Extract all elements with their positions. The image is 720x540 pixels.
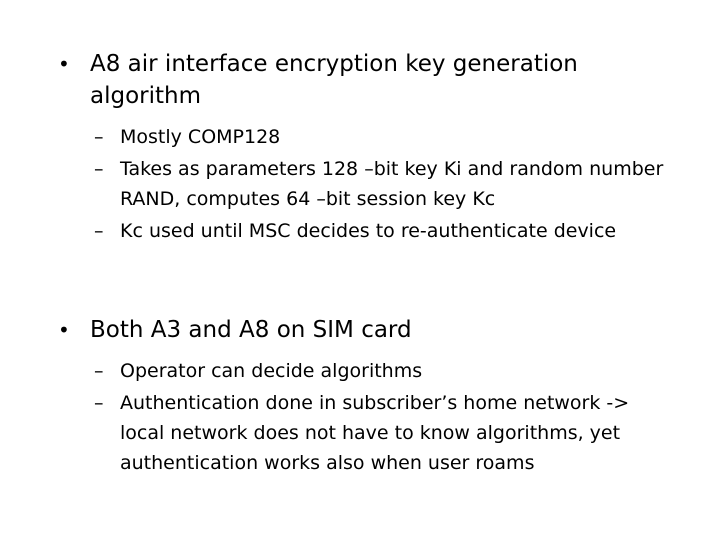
dash-icon: – <box>94 220 104 242</box>
sub-item <box>94 216 678 246</box>
bullet-dot-icon: • <box>58 52 70 76</box>
sub-item <box>94 122 678 152</box>
dash-icon: – <box>94 392 104 414</box>
bullet-text: Both A3 and A8 on SIM card <box>90 317 412 343</box>
dash-icon: – <box>94 126 104 148</box>
sub-item <box>94 388 678 478</box>
bullet-dot-icon: • <box>58 318 70 342</box>
sub-item-text: Kc used until MSC decides to re-authenticate device <box>120 220 617 242</box>
bullet-text: A8 air interface encryption key generation algorithm <box>90 51 578 109</box>
bullet-item <box>58 48 678 112</box>
bullet-group-sim <box>58 314 678 480</box>
bullet-item <box>58 314 678 346</box>
dash-icon: – <box>94 158 104 180</box>
dash-icon: – <box>94 360 104 382</box>
bullet-group-a8 <box>58 48 678 248</box>
sub-item-text: Mostly COMP128 <box>120 126 281 148</box>
sub-item-text: Operator can decide algorithms <box>120 360 423 382</box>
sub-item-text: Takes as parameters 128 –bit key Ki and random number RAND, computes 64 –bit session key Kc <box>120 158 664 210</box>
sub-item <box>94 356 678 386</box>
sub-list <box>58 356 678 478</box>
sub-item-text: Authentication done in subscriber’s home network -> local network does not have to know algorithms, yet authentication works also when user roams <box>120 392 630 474</box>
sub-list <box>58 122 678 246</box>
sub-item <box>94 154 678 214</box>
